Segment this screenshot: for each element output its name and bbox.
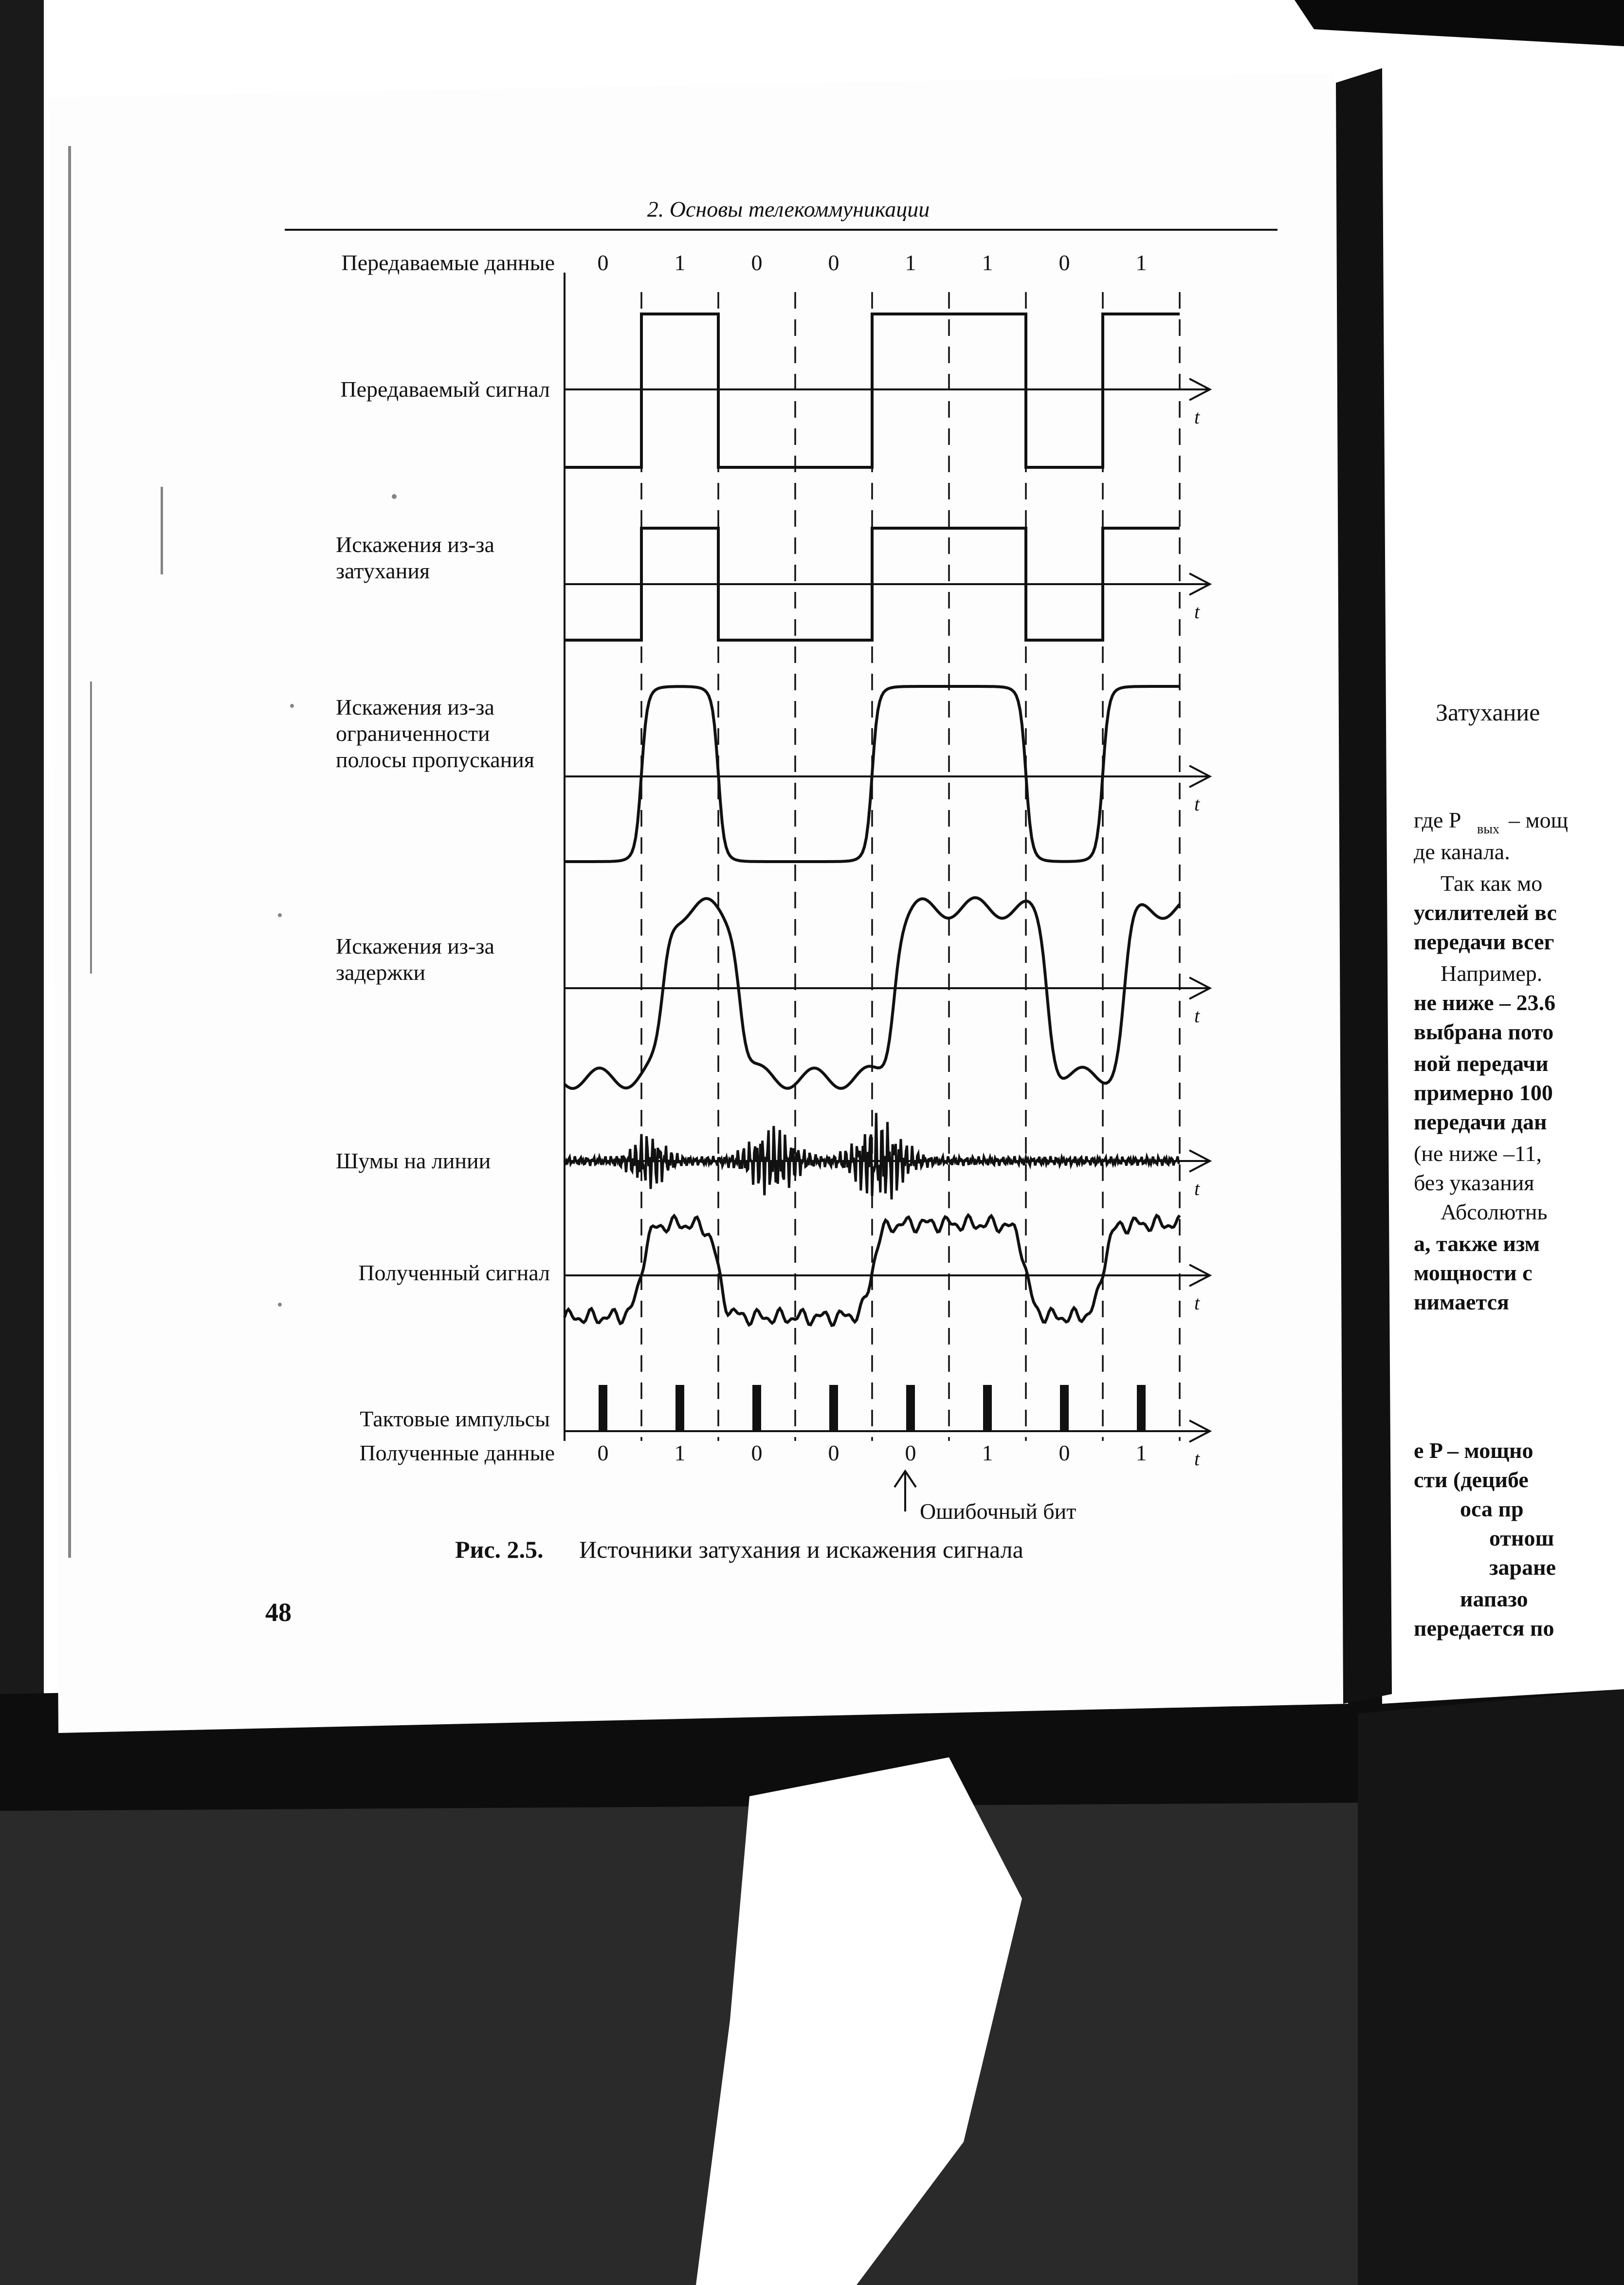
right-page-line: без указания — [1414, 1170, 1534, 1195]
tx-row-label: Передаваемый сигнал — [340, 377, 550, 402]
right-page-line: (не ниже –11, — [1414, 1141, 1542, 1166]
transmitted-bit: 0 — [597, 250, 609, 275]
received-bit: 1 — [674, 1440, 686, 1465]
atten-row-label: Искажения из-за затухания — [336, 532, 494, 583]
atten-time-label: t — [1194, 601, 1200, 623]
noise-row-label: Шумы на линии — [336, 1148, 491, 1173]
figure-caption-text: Источники затухания и искажения сигнала — [579, 1536, 1023, 1563]
transmitted-bit: 0 — [1058, 250, 1070, 275]
clock-pulse — [906, 1385, 915, 1431]
clock-pulse — [1060, 1385, 1069, 1431]
right-heading-fragment: Затухание — [1436, 699, 1540, 726]
page-number: 48 — [265, 1598, 292, 1627]
right-page-line: а, также изм — [1414, 1231, 1540, 1256]
band-time-label: t — [1194, 793, 1200, 815]
transmitted-bit: 1 — [1135, 250, 1147, 275]
transmitted-bit: 1 — [674, 250, 686, 275]
right-page-line: нимается — [1414, 1290, 1509, 1314]
running-title: 2. Основы телекоммуникации — [647, 197, 930, 221]
delay-time-label: t — [1194, 1005, 1200, 1027]
right-page-line: сти (децибе — [1414, 1467, 1529, 1492]
transmitted-bit: 1 — [905, 250, 916, 275]
transmitted-bit: 0 — [751, 250, 763, 275]
rx-time-label: t — [1194, 1292, 1200, 1314]
received-bit: 1 — [982, 1440, 993, 1465]
right-page-line: мощности с — [1414, 1260, 1533, 1285]
received-bit: 1 — [1135, 1440, 1147, 1465]
page-gutter — [1336, 68, 1392, 1704]
received-bit: 0 — [751, 1440, 763, 1465]
clock-time-label: t — [1194, 1448, 1200, 1470]
delay-row-label: Искажения из-за задержки — [336, 934, 494, 985]
right-page-line: усилителей вс — [1414, 900, 1557, 925]
right-page-line: где P — [1414, 808, 1461, 832]
received-data-label: Полученные данные — [359, 1440, 555, 1465]
clock-pulse — [599, 1385, 607, 1431]
figure-caption-number: Рис. 2.5. — [455, 1536, 544, 1563]
clock-pulse — [829, 1385, 838, 1431]
right-page-line: примерно 100 — [1414, 1080, 1553, 1105]
right-page-line: отнош — [1489, 1526, 1554, 1550]
right-page-line: оса пр — [1460, 1496, 1524, 1521]
right-page-line: Абсолютнь — [1441, 1199, 1548, 1224]
right-page-line: не ниже – 23.6 — [1414, 990, 1556, 1015]
received-bit: 0 — [905, 1440, 916, 1465]
clock-pulse — [1137, 1385, 1146, 1431]
right-page-line: Например. — [1441, 961, 1543, 986]
right-page-line: е P – мощно — [1414, 1438, 1533, 1463]
transmitted-bit: 1 — [982, 250, 993, 275]
clock-pulse — [983, 1385, 992, 1431]
received-bit: 0 — [828, 1440, 839, 1465]
transmitted-data-label: Передаваемые данные — [341, 250, 555, 275]
right-page-line: передачи дан — [1414, 1109, 1547, 1134]
right-page-line: ной передачи — [1414, 1051, 1549, 1076]
received-bit: 0 — [597, 1440, 609, 1465]
right-subscript: вых — [1477, 822, 1500, 837]
received-bit: 0 — [1058, 1440, 1070, 1465]
rx-row-label: Полученный сигнал — [358, 1260, 550, 1285]
noise-time-label: t — [1194, 1178, 1200, 1199]
right-page-line: выбрана пото — [1414, 1019, 1554, 1044]
transmitted-bit: 0 — [828, 250, 839, 275]
clock-pulse — [675, 1385, 684, 1431]
error-bit-label: Ошибочный бит — [920, 1499, 1077, 1524]
clock-pulse — [752, 1385, 761, 1431]
right-page-line: де канала. — [1414, 839, 1510, 864]
right-page-line: Так как мо — [1441, 871, 1543, 896]
right-page-line: передается по — [1414, 1616, 1554, 1640]
clock-row-label: Тактовые импульсы — [360, 1406, 550, 1431]
right-page-line: иапазо — [1460, 1586, 1528, 1611]
tx-time-label: t — [1194, 406, 1200, 428]
band-row-label: Искажения из-за ограниченности полосы пропускания — [336, 695, 535, 772]
right-mosh-fragment: – мощ — [1509, 808, 1569, 832]
right-page-line: передачи всег — [1414, 929, 1554, 954]
right-page-line: заране — [1489, 1555, 1556, 1580]
